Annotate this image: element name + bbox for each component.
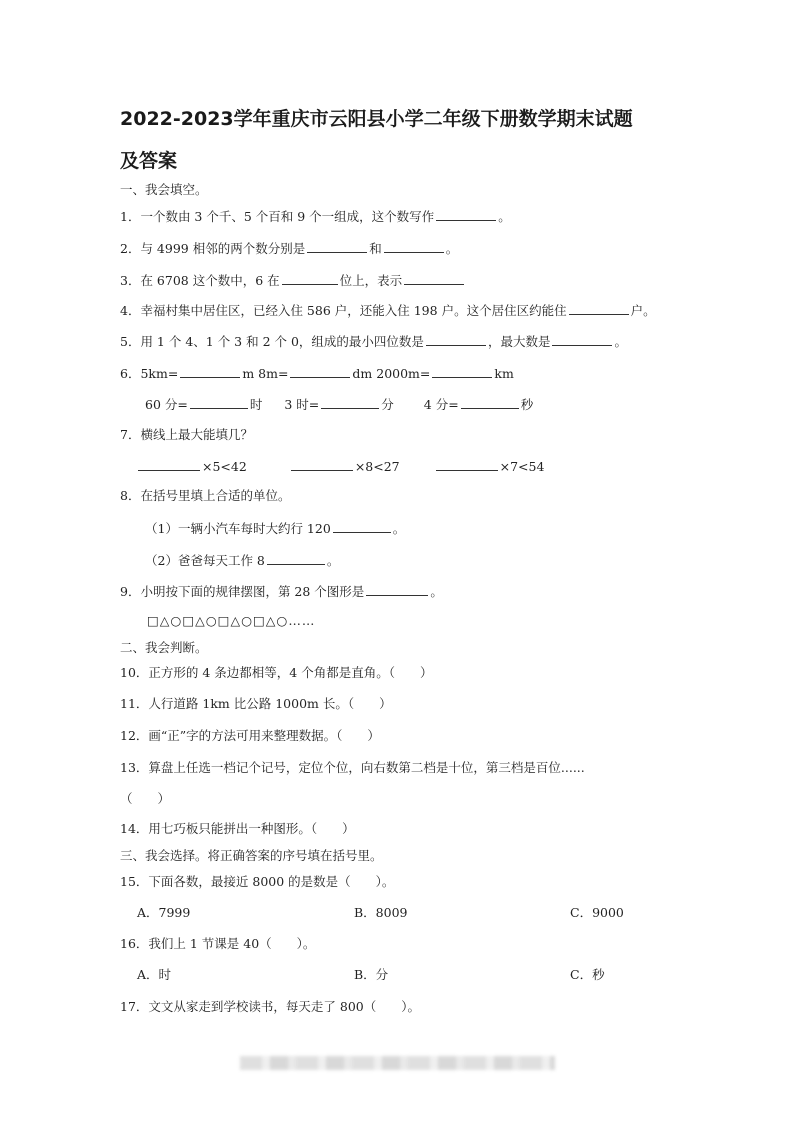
question-6-row1 [120,365,514,382]
question-8-b [145,552,339,569]
option-b[interactable]: B．分 [354,967,389,982]
punct: 。 [326,553,340,568]
section-heading-choice: 三、我会选择。将正确答案的序号填在括号里。 [120,848,383,863]
option-a[interactable]: A．7999 [137,905,191,920]
question-15: 15．下面各数，最接近 8000 的是数是（ ）。 [120,874,395,889]
answer-blank[interactable] [432,365,492,378]
question-text: 5．用 1 个 4、1 个 3 和 2 个 0，组成的最小四位数是 [120,334,424,349]
unit-text: m 8m= [242,366,289,381]
answer-blank[interactable] [436,458,498,471]
question-9 [120,583,443,600]
option-c[interactable]: C．秒 [570,967,605,982]
question-2 [120,240,458,257]
answer-blank[interactable] [190,396,248,409]
answer-blank[interactable] [436,208,496,221]
punct: 。 [498,209,511,224]
punct: 户。 [630,303,656,318]
punct: 。 [430,584,443,599]
question-text: 9．小明按下面的规律摆图，第 28 个图形是 [120,584,365,599]
question-17: 17．文文从家走到学校读书，每天走了 800（ ）。 [120,999,420,1014]
question-text: 3．在 6708 这个数中，6 在 [120,273,280,288]
answer-blank[interactable] [552,333,612,346]
question-10: 10．正方形的 4 条边都相等，4 个角都是直角。（ ） [120,665,433,680]
answer-blank[interactable] [426,333,486,346]
punct: 。 [392,521,406,536]
question-11: 11．人行道路 1km 比公路 1000m 长。（ ） [120,696,392,711]
question-text: （1）一辆小汽车每时大约行 120 [145,521,331,536]
option-b[interactable]: B．8009 [354,905,408,920]
question-8-a [145,520,405,537]
question-text: 4．幸福村集中居住区，已经入住 586 户，还能入住 198 户。这个居住区约能住 [120,303,567,318]
answer-blank[interactable] [282,272,338,285]
answer-blank[interactable] [569,302,629,315]
question-text: ×7<54 [499,459,545,474]
section-heading-fill: 一、我会填空。 [120,182,208,197]
blurred-footer-watermark [240,1056,555,1070]
question-7: 7．横线上最大能填几？ [120,427,253,442]
answer-blank[interactable] [333,520,391,533]
question-1 [120,208,511,225]
question-text: ，最大数是 [487,334,551,349]
answer-blank[interactable] [138,458,200,471]
question-text: 1．一个数由 3 个千、5 个百和 9 个一组成，这个数写作 [120,209,435,224]
unit-text: 分 [381,397,394,412]
question-14: 14．用七巧板只能拼出一种图形。（ ） [120,821,355,836]
question-13: 13．算盘上任选一档记个记号，定位个位，向右数第二档是十位，第三档是百位...... [120,760,585,775]
answer-blank[interactable] [366,583,428,596]
unit-text: 4 分= [423,397,459,412]
question-5 [120,333,627,350]
punct: 。 [614,334,627,349]
answer-blank[interactable] [267,552,325,565]
answer-blank[interactable] [290,365,350,378]
answer-blank[interactable] [461,396,519,409]
question-13-paren: （ ） [120,791,171,806]
unit-text: 时 [249,397,263,412]
question-12: 12．画“正”字的方法可用来整理数据。（ ） [120,728,380,743]
question-text: 6．5km= [120,366,179,381]
answer-blank[interactable] [404,272,464,285]
unit-text: dm 2000m= [352,366,431,381]
answer-blank[interactable] [384,240,444,253]
question-text: ×5<42 [202,459,247,474]
unit-text: km [494,366,514,381]
question-3 [120,272,466,289]
question-text: 2．与 4999 相邻的两个数分别是 [120,241,306,256]
question-text: 和 [369,241,382,256]
option-a[interactable]: A．时 [137,967,172,982]
unit-text: 60 分= [145,397,188,412]
shape-pattern: □△○□△○□△○□△○…… [147,613,316,628]
answer-blank[interactable] [321,396,379,409]
unit-text: 秒 [520,397,534,412]
question-text: （2）爸爸每天工作 8 [145,553,265,568]
question-6-row2 [145,396,533,413]
question-4 [120,302,656,319]
document-title-line1: 2022-2023学年重庆市云阳县小学二年级下册数学期末试题 [120,108,633,130]
question-7-items [136,458,544,475]
answer-blank[interactable] [291,458,353,471]
section-heading-judge: 二、我会判断。 [120,640,208,655]
answer-blank[interactable] [307,240,367,253]
unit-text: 3 时= [284,397,320,412]
document-title-line2: 及答案 [120,150,178,172]
option-c[interactable]: C．9000 [570,905,624,920]
punct: 。 [445,241,459,256]
answer-blank[interactable] [180,365,240,378]
question-8: 8．在括号里填上合适的单位。 [120,488,291,503]
question-text: 位上，表示 [339,273,403,288]
question-16: 16．我们上 1 节课是 40（ ）。 [120,936,316,951]
question-text: ×8<27 [354,459,400,474]
